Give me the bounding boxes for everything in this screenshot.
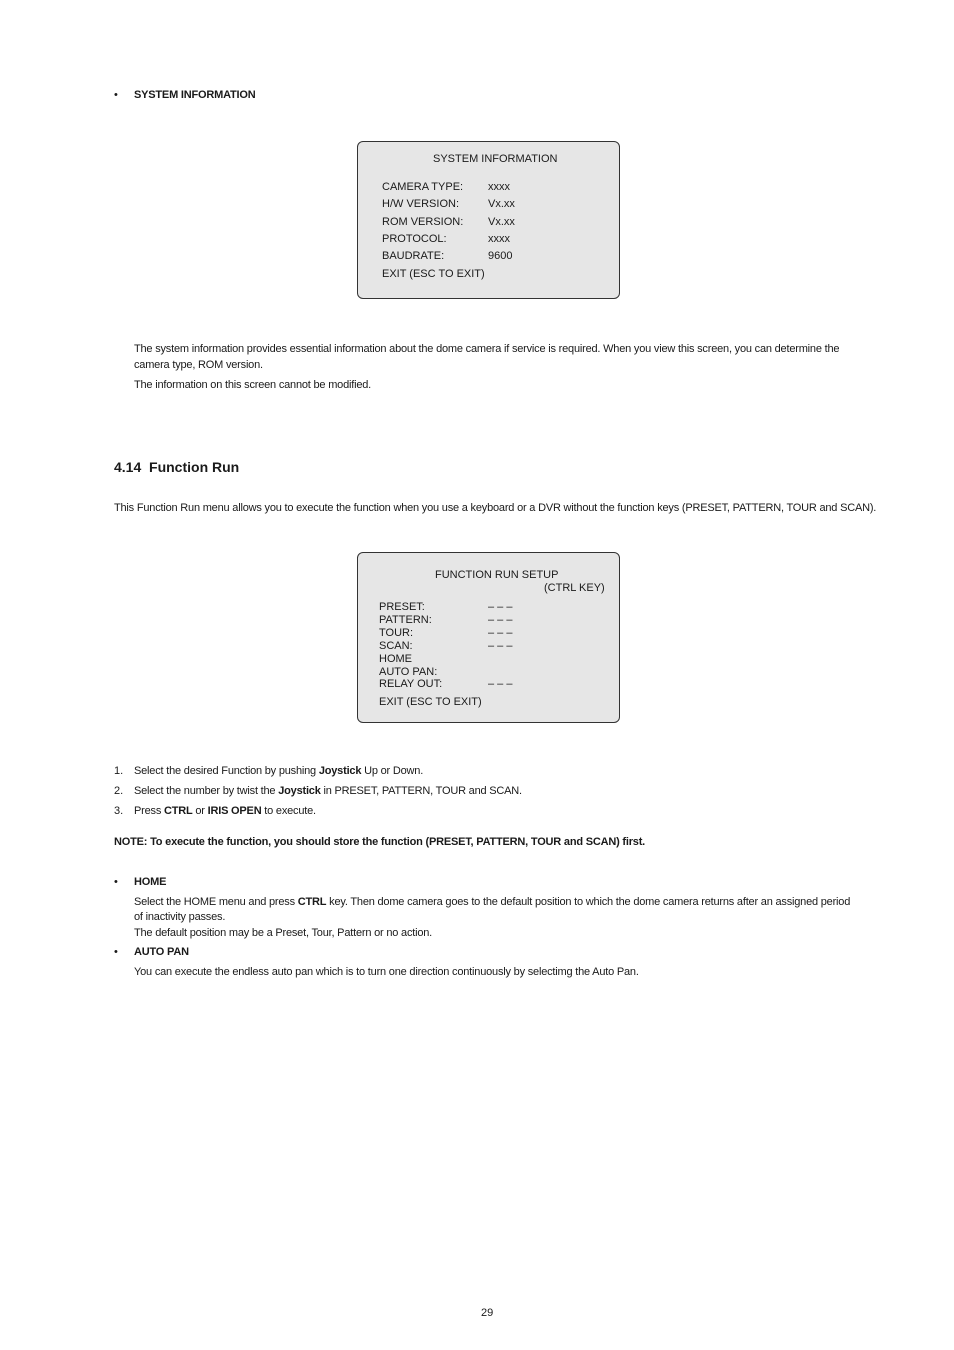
note-text: NOTE: To execute the function, you should store the function (PRESET, PATTERN, TOUR and SCAN) first. (114, 836, 646, 848)
menu-row-label: TOUR: (379, 627, 414, 639)
section-title: Function Run (149, 459, 240, 475)
home-text-line: The default position may be a Preset, Tour, Pattern or no action. (134, 927, 433, 939)
system-info-heading: SYSTEM INFORMATION (134, 89, 256, 101)
menu-row-value: Vx.xx (488, 216, 515, 228)
menu-row-label: H/W VERSION: (382, 198, 460, 210)
page-number: 29 (481, 1307, 494, 1319)
menu-row-value: xxxx (488, 233, 510, 245)
auto-pan-heading: AUTO PAN (134, 946, 189, 958)
menu-row-label: HOME (379, 653, 412, 665)
menu-row-label: PRESET: (379, 601, 425, 613)
menu-row-value: – – – (488, 627, 513, 639)
menu-row-label: CAMERA TYPE: (382, 181, 464, 193)
paragraph-line: The system information provides essential information about the dome camera if service is required. When you view this screen, you can determine the (134, 343, 840, 355)
step-text: Select the number by twist the Joystick in PRESET, PATTERN, TOUR and SCAN. (134, 785, 522, 797)
step-text: Press CTRL or IRIS OPEN to execute. (134, 805, 316, 817)
step-number: 1. (114, 765, 124, 777)
menu-row-value: 9600 (488, 250, 513, 262)
bullet-icon: • (114, 876, 118, 888)
menu-row-label: PATTERN: (379, 614, 432, 626)
menu-row-value: Vx.xx (488, 198, 515, 210)
step-number: 2. (114, 785, 124, 797)
section-heading (114, 459, 239, 475)
function-run-menu-box (357, 552, 620, 723)
section-number: 4.14 (114, 459, 142, 475)
menu-row-label: SCAN: (379, 640, 413, 652)
menu-row-value: xxxx (488, 181, 510, 193)
menu-exit: EXIT (ESC TO EXIT) (379, 696, 482, 708)
section-intro: This Function Run menu allows you to execute the function when you use a keyboard or a DVR without the function keys (PRESET, PATTERN, TOUR and SCAN). (114, 502, 877, 514)
step-text: Select the desired Function by pushing Joystick Up or Down. (134, 765, 424, 777)
menu-title: SYSTEM INFORMATION (433, 153, 558, 165)
paragraph-line: camera type, ROM version. (134, 359, 263, 371)
menu-row-label: RELAY OUT: (379, 678, 443, 690)
home-text-line: Select the HOME menu and press CTRL key. Then dome camera goes to the default position to which the dome camera returns after an assigned period (134, 896, 851, 908)
menu-row-label: AUTO PAN: (379, 666, 438, 678)
bullet-icon: • (114, 946, 118, 958)
paragraph-line: The information on this screen cannot be modified. (134, 379, 372, 391)
menu-exit: EXIT (ESC TO EXIT) (382, 268, 485, 280)
menu-title: FUNCTION RUN SETUP (435, 569, 559, 581)
step-number: 3. (114, 805, 124, 817)
menu-row-value: – – – (488, 640, 513, 652)
bullet-icon: • (114, 89, 118, 101)
system-info-menu-box (357, 141, 620, 299)
menu-subtitle: (CTRL KEY) (544, 582, 605, 594)
menu-row-label: BAUDRATE: (382, 250, 445, 262)
menu-row-label: ROM VERSION: (382, 216, 464, 228)
home-text-line: of inactivity passes. (134, 911, 226, 923)
menu-row-value: – – – (488, 601, 513, 613)
auto-pan-text: You can execute the endless auto pan which is to turn one direction continuously by selectimg the Auto Pan. (134, 966, 639, 978)
home-heading: HOME (134, 876, 167, 888)
menu-row-value: – – – (488, 614, 513, 626)
menu-row-value: – – – (488, 678, 513, 690)
menu-row-label: PROTOCOL: (382, 233, 447, 245)
